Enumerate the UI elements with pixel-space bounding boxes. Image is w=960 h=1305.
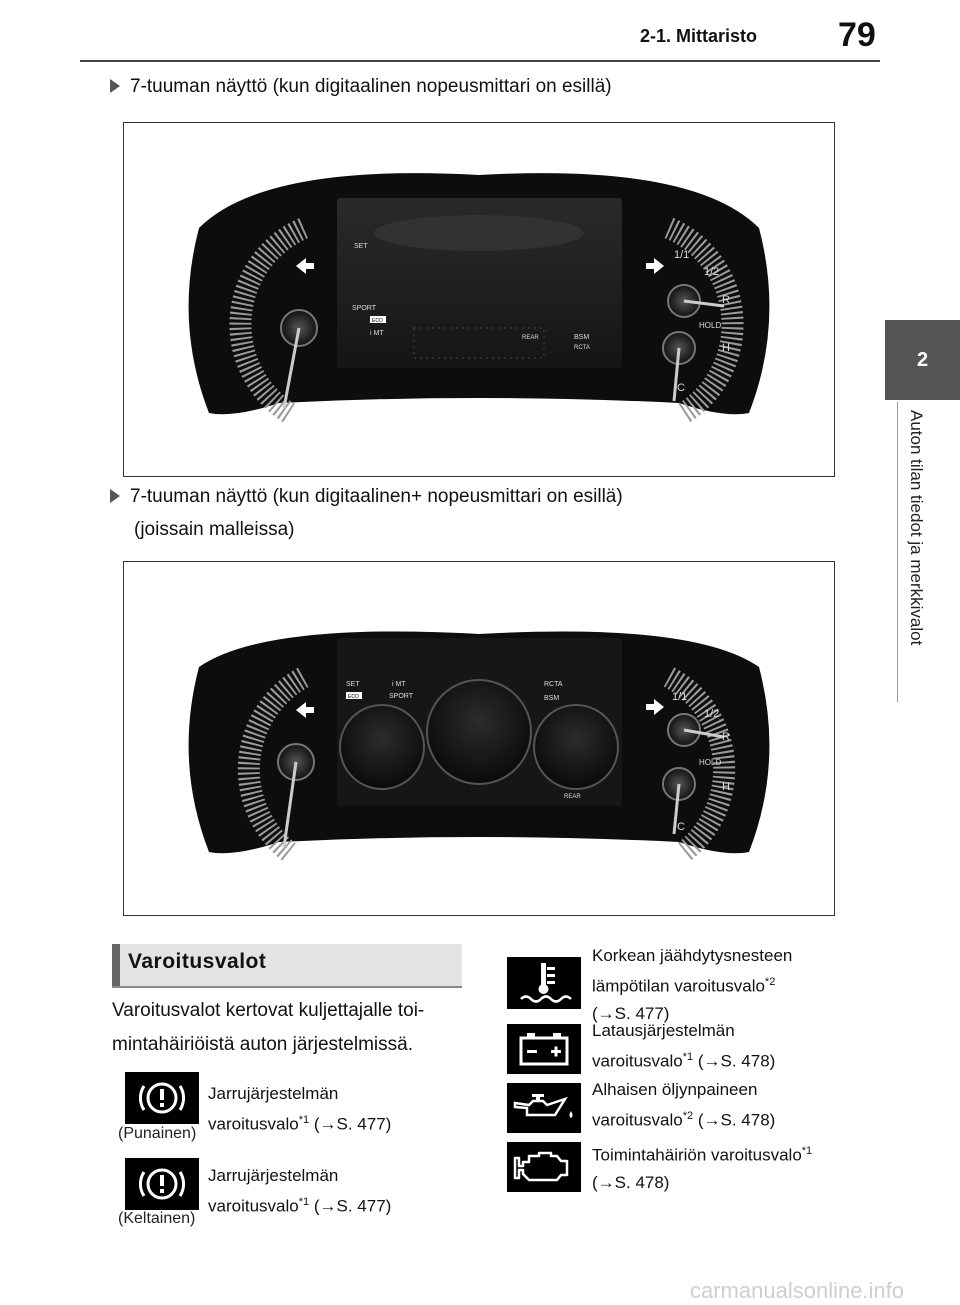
indicator-color-yellow: (Keltainen) — [118, 1210, 196, 1227]
indicator-line2 — [592, 1103, 892, 1134]
page-number: 79 — [838, 16, 876, 54]
rear-label: REAR — [522, 335, 539, 341]
indicator-line1: Latausjärjestelmän — [592, 1021, 735, 1040]
indicator-name: varoitusvalo — [592, 1110, 683, 1130]
check-engine-text — [592, 1138, 892, 1196]
indicator-name: varoitusvalo — [208, 1114, 299, 1134]
sport-label: SPORT — [389, 693, 413, 700]
chapter-tab — [885, 320, 960, 400]
left-sub-dial — [340, 705, 424, 789]
figure-1-caption-text: 7-tuuman näyttö (kun digitaalinen nopeusmittari on esillä) — [130, 76, 612, 97]
footnote-mark: *2 — [682, 1110, 694, 1122]
chapter-divider — [897, 402, 898, 702]
bullet-triangle-icon — [110, 79, 120, 93]
section-title: 2-1. Mittaristo — [640, 26, 758, 46]
header-rule — [80, 60, 880, 62]
imt-label: i MT — [370, 330, 384, 337]
watermark: carmanualsonline.info — [690, 1278, 905, 1303]
footnote-mark: *1 — [298, 1196, 310, 1208]
page-reference[interactable]: (→S. 478) — [697, 1051, 776, 1071]
check-engine-icon — [507, 1142, 581, 1192]
rear-label: REAR — [564, 794, 581, 800]
set-label: SET — [346, 681, 360, 688]
indicator-line2 — [592, 969, 892, 1000]
indicator-name: lämpötilan varoitusvalo — [592, 976, 765, 996]
figure-1-instrument-cluster — [123, 122, 835, 477]
brake-warning-yellow-indicator — [125, 1158, 199, 1210]
eco-label: ECO — [348, 694, 359, 700]
fuel-half-label: 1/2 — [704, 266, 720, 278]
center-display-glow — [374, 215, 584, 251]
figure-2-instrument-cluster — [123, 561, 835, 916]
oil-pressure-indicator — [507, 1083, 581, 1133]
right-sub-dial — [534, 705, 618, 789]
section-header-rule — [112, 986, 462, 988]
brake-warning-icon — [125, 1158, 199, 1210]
cluster-illustration-2 — [124, 562, 834, 915]
oil-pressure-icon — [507, 1083, 581, 1133]
bsm-label: BSM — [544, 695, 560, 702]
bullet-triangle-icon — [110, 489, 120, 503]
footnote-mark: *1 — [682, 1051, 694, 1063]
indicator-line2 — [592, 1044, 892, 1075]
footnote-mark: *2 — [764, 976, 776, 988]
brake-warning-red-indicator — [125, 1072, 199, 1124]
indicator-name: varoitusvalo — [592, 1051, 683, 1071]
fuel-full-label: 1/1 — [674, 249, 690, 261]
indicator-color-red: (Punainen) — [118, 1125, 197, 1142]
footnote-mark: *1 — [298, 1114, 310, 1126]
brake-warning-icon — [125, 1072, 199, 1124]
page-reference[interactable]: (→S. 478) — [592, 1172, 670, 1192]
fuel-reserve-label: R — [722, 731, 730, 743]
rcta-label: RCTA — [544, 681, 563, 688]
temp-hot-label: H — [722, 781, 730, 793]
footnote-mark: *1 — [801, 1145, 813, 1157]
section-intro: Varoitusvalot kertovat kuljettajalle toi-mintahäiriöistä auton järjestelmissä. — [112, 1000, 425, 1055]
chapter-number: 2 — [916, 348, 929, 371]
indicator-line1: Korkean jäähdytysnesteen — [592, 946, 793, 965]
figure-2-caption-text: 7-tuuman näyttö (kun digitaalinen+ nopeusmittari on esillä) — [130, 486, 623, 507]
indicator-name: Toimintahäiriön varoitusvalo — [592, 1145, 802, 1165]
brake-warning-red-text — [208, 1080, 468, 1138]
page-reference[interactable]: (→S. 477) — [313, 1114, 392, 1134]
figure-1-caption — [110, 70, 612, 104]
sport-label: SPORT — [352, 305, 376, 312]
fuel-full-label: 1/1 — [672, 691, 688, 703]
indicator-line1: Jarrujärjestelmän — [208, 1084, 339, 1103]
eco-label: ECO — [372, 318, 383, 324]
page-reference[interactable]: (→S. 477) — [592, 1003, 670, 1023]
coolant-temperature-icon — [507, 957, 581, 1009]
page-reference[interactable]: (→S. 478) — [697, 1110, 776, 1130]
fuel-reserve-label: R — [722, 294, 730, 306]
set-label: SET — [354, 243, 368, 250]
battery-charging-icon — [507, 1024, 581, 1074]
bsm-label: BSM — [574, 334, 590, 341]
temp-hot-label: H — [722, 342, 730, 354]
coolant-temperature-indicator — [507, 957, 581, 1009]
section-title-varoitusvalot: Varoitusvalot — [128, 950, 267, 973]
figure-2-caption-line2: (joissain malleissa) — [134, 519, 295, 540]
indicator-line1 — [592, 1138, 892, 1169]
temp-cold-label: C — [677, 382, 685, 394]
check-engine-indicator — [507, 1142, 581, 1192]
figure-2-caption — [110, 480, 623, 514]
imt-label: i MT — [392, 681, 406, 688]
fuel-half-label: 1/2 — [704, 708, 720, 720]
temp-cold-label: C — [677, 821, 685, 833]
coolant-temperature-text — [592, 942, 892, 1027]
cluster-illustration-1 — [124, 123, 834, 476]
oil-pressure-text — [592, 1076, 892, 1134]
battery-charging-indicator — [507, 1024, 581, 1074]
page-reference[interactable]: (→S. 477) — [313, 1196, 392, 1216]
indicator-line1: Jarrujärjestelmän — [208, 1166, 339, 1185]
battery-charging-text — [592, 1017, 892, 1075]
chapter-title: Auton tilan tiedot ja merkkivalot — [907, 410, 926, 646]
hold-label: HOLD — [699, 321, 722, 330]
indicator-line2 — [208, 1189, 468, 1220]
indicator-name: varoitusvalo — [208, 1196, 299, 1216]
indicator-line1: Alhaisen öljynpaineen — [592, 1080, 758, 1099]
center-main-dial — [427, 680, 531, 784]
hold-label: HOLD — [699, 758, 722, 767]
brake-warning-yellow-text — [208, 1162, 468, 1220]
indicator-line2 — [208, 1107, 468, 1138]
rcta-label: RCTA — [574, 345, 590, 351]
